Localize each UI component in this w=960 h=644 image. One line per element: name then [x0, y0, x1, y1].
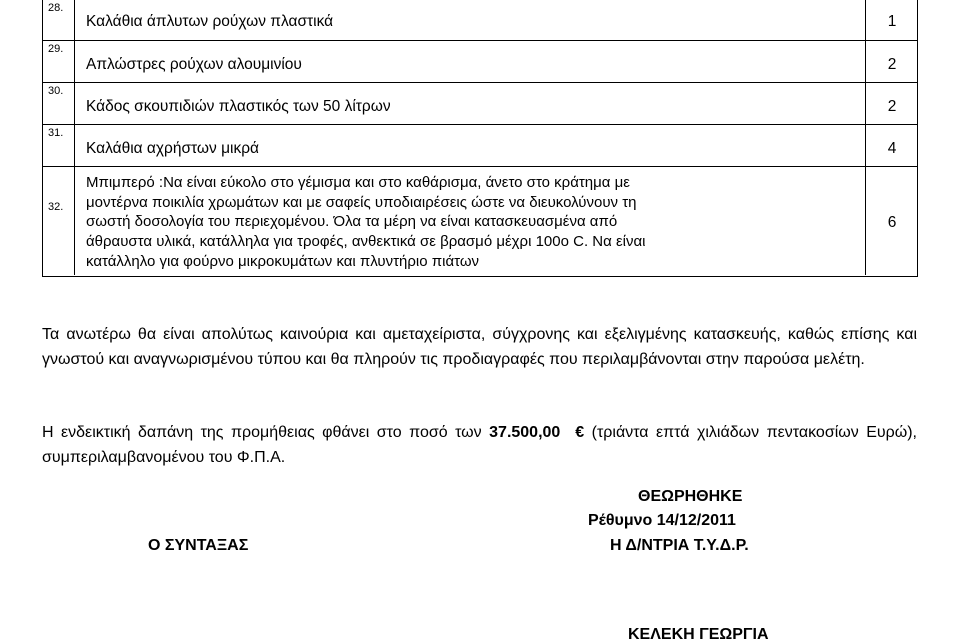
item-number: 30.: [43, 83, 75, 124]
author-label: Ο ΣΥΝΤΑΞΑΣ: [148, 537, 249, 554]
director-name: ΚΕΛΕΚΗ ΓΕΩΡΓΙΑ: [628, 626, 769, 643]
description-line: κατάλληλο για φούρνο μικροκυμάτων και πλυντήριο πιάτων: [86, 252, 480, 270]
cost-suffix: (τριάντα επτά χιλιάδων πεντακοσίων Ευρώ), συμπεριλαμβανομένου του Φ.Π.Α.: [42, 424, 917, 466]
item-description: Κάδος σκουπιδιών πλαστικός των 50 λίτρων: [76, 83, 866, 124]
cost-paragraph: [42, 420, 917, 470]
cost-amount: 37.500,00: [489, 424, 561, 441]
item-quantity: 2: [887, 56, 897, 73]
description-line: άθραυστα υλικά, κατάλληλα για τροφές, ανθεκτικά σε βρασμό μέχρι 100o C. Να είναι: [86, 233, 646, 251]
table-row: [43, 83, 917, 125]
table-row: [43, 0, 917, 41]
item-number: 31.: [43, 125, 75, 166]
table-row: [43, 41, 917, 83]
items-table: [42, 0, 918, 277]
item-number: 29.: [43, 41, 75, 82]
item-quantity: 1: [887, 13, 897, 30]
director-label: Η Δ/ΝΤΡΙΑ Τ.Υ.Δ.Ρ.: [610, 537, 749, 554]
item-quantity: 2: [887, 98, 897, 115]
signature-date: Ρέθυμνο 14/12/2011: [588, 512, 736, 529]
description-line: μοντέρνα ποικιλία χρωμάτων και με σαφείς υποδιαιρέσεις ώστε να διευκολύνουν τη: [86, 193, 637, 211]
cost-prefix: Η ενδεικτική δαπάνη της προμήθειας φθάνει στο ποσό των: [42, 424, 490, 441]
table-row: [43, 167, 917, 275]
item-description: Απλώστρες ρούχων αλουμινίου: [76, 41, 866, 82]
item-description: [76, 167, 866, 275]
description-line: σωστή δοσολογία του περιεχομένου. Όλα τα μέρη να είναι κατασκευασμένα από: [86, 213, 618, 231]
item-description: Καλάθια άπλυτων ρούχων πλαστικά: [76, 0, 866, 40]
table-row: [43, 125, 917, 167]
item-number: 28.: [43, 0, 75, 40]
seen-label: ΘΕΩΡΗΘΗΚΕ: [638, 488, 743, 505]
euro-icon: €: [575, 424, 585, 441]
item-number: 32.: [43, 167, 75, 275]
description-line: Μπιμπερό :Να είναι εύκολο στο γέμισμα και στο καθάρισμα, άνετο στο κράτημα με: [86, 174, 630, 191]
specification-paragraph: Τα ανωτέρω θα είναι απολύτως καινούρια και αμεταχείριστα, σύγχρονης και εξελιγμένης κατασκευής, καθώς επίσης και γνωστού και αναγνωρισμένου τύπου και θα πληρούν τις προδιαγραφές που περιλαμβάνονται στην παρούσα μελέτη.: [42, 326, 917, 368]
item-description: Καλάθια αχρήστων μικρά: [76, 125, 866, 166]
item-quantity: 4: [887, 140, 897, 157]
item-quantity: 6: [887, 214, 897, 231]
